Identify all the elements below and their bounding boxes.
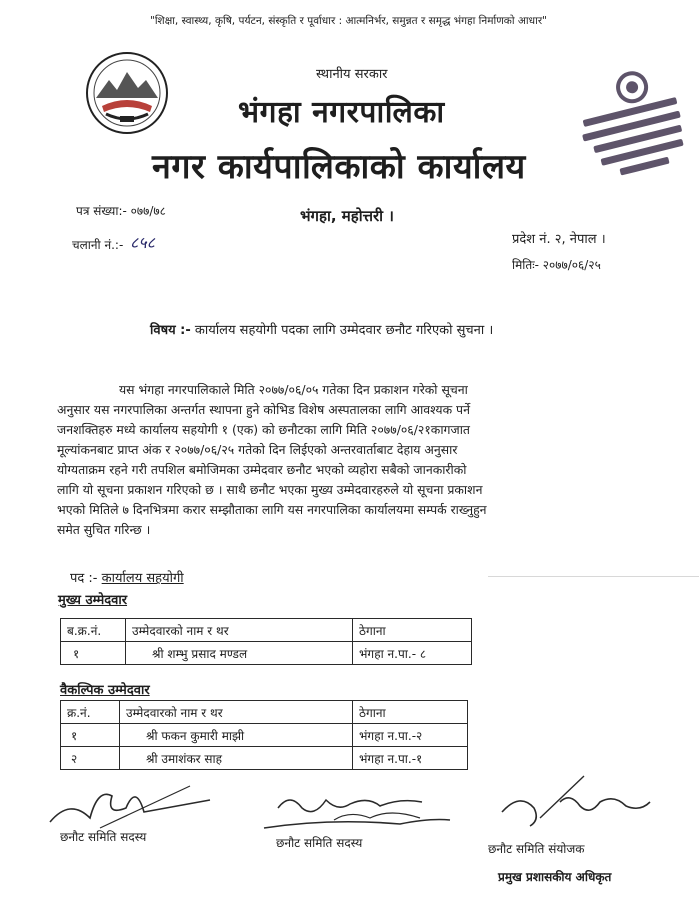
header-cell: ब.क्र.नं. [61, 619, 126, 642]
header-cell: उम्मेदवारको नाम र थर [120, 701, 353, 724]
page-fold-line [488, 576, 699, 577]
local-government-label: स्थानीय सरकार [316, 67, 388, 82]
post-line [70, 568, 184, 586]
header-cell: ठेगाना [353, 619, 472, 642]
subject-text: कार्यालय सहयोगी पदका लागि उम्मेदवार छनौट गरिएको सुचना । [194, 323, 494, 338]
selection-member2-label: छनौट समिति सदस्य [276, 836, 363, 850]
table-header-row [61, 701, 468, 724]
table-cell: श्री शम्भु प्रसाद मण्डल [126, 642, 353, 665]
table-row [61, 724, 468, 747]
notice-body [57, 380, 637, 540]
letter-number: पत्र संख्या:- ०७७/७८ [76, 204, 166, 218]
office-address: भंगहा, महोत्तरी । [300, 207, 394, 225]
body-line: लागि यो सूचना प्रकाशन गरिएको छ । साथै छनौट भएका मुख्य उम्मेदवारहरुले यो सूचना प्रकाशन [57, 482, 483, 497]
signature-coordinator-icon [490, 772, 660, 836]
body-line: योग्यताक्रम रहने गरी तपशिल बमोजिमका उम्मेदवार छनौट भएको व्यहोरा सबैको जानकारीको [57, 462, 467, 477]
nepal-emblem-icon [84, 50, 170, 136]
selection-coordinator-label: छनौट समिति संयोजक [488, 842, 585, 856]
body-line: भएको मितिले ७ दिनभित्रमा करार सम्झौताका लागि यस नगरपालिका कार्यालयमा सम्पर्क राख्नुहुन [57, 502, 487, 517]
main-candidates-heading: मुख्य उम्मेदवार [58, 593, 128, 608]
header-cell: क्र.नं. [61, 701, 120, 724]
main-candidates-table [60, 618, 472, 665]
table-row [61, 747, 468, 770]
header-cell: उम्मेदवारको नाम र थर [126, 619, 353, 642]
motto: "शिक्षा, स्वास्थ्य, कृषि, पर्यटन, संस्कृति र पूर्वाधार : आत्मनिर्भर, समुन्नत र समृद्ध भंगहा निर्माणको आधार" [150, 15, 547, 27]
body-line: जनशक्तिहरु मध्ये कार्यालय सहयोगी १ (एक) को छनौटका लागि मिति २०७७/०६/२१कागजात [57, 422, 470, 437]
date-label: मितिः- २०७७/०६/२५ [512, 258, 601, 272]
table-cell: भंगहा न.पा.-१ [353, 747, 468, 770]
table-cell: श्री फकन कुमारी माझी [120, 724, 353, 747]
province-label: प्रदेश नं. २, नेपाल । [512, 232, 606, 247]
table-cell: १ [61, 642, 126, 665]
dispatch-number-label: चलानी नं.:- [72, 238, 124, 252]
body-line: अनुसार यस नगरपालिका अन्तर्गत स्थापना हुने कोभिड विशेष अस्पतालका लागि आवश्यक पर्ने [57, 402, 470, 417]
table-header-row [61, 619, 472, 642]
subject-line [150, 320, 493, 338]
body-line: मूल्यांकनबाट प्राप्त अंक र २०७७/०६/२५ गतेको दिन लिईएको अन्तरवार्ताबाट देहाय अनुसार [57, 442, 458, 457]
dispatch-number-value: ८५८ [130, 233, 155, 252]
post-label: पद :- [70, 571, 98, 586]
table-cell: भंगहा न.पा.- ८ [353, 642, 472, 665]
body-line: यस भंगहा नगरपालिकाले मिति २०७७/०६/०५ गतेका दिन प्रकाशन गरेको सूचना [119, 382, 468, 397]
municipality-title: भंगहा नगरपालिका [238, 95, 445, 130]
body-line: समेत सुचित गरिन्छ । [57, 522, 151, 537]
signature-member1-icon [40, 778, 220, 834]
office-title: नगर कार्यपालिकाको कार्यालय [152, 147, 526, 187]
chief-admin-officer-stamp: प्रमुख प्रशासकीय अधिकृत [498, 870, 612, 884]
header-cell: ठेगाना [353, 701, 468, 724]
table-row [61, 642, 472, 665]
signature-member2-icon [250, 788, 470, 840]
subject-label: विषय :- [150, 323, 191, 338]
table-cell: १ [61, 724, 120, 747]
alternate-candidates-heading: वैकल्पिक उम्मेदवार [60, 683, 150, 698]
post-value: कार्यालय सहयोगी [101, 571, 184, 586]
office-stamp-icon [580, 66, 688, 190]
table-cell: श्री उमाशंकर साह [120, 747, 353, 770]
alternate-candidates-table [60, 700, 468, 770]
table-cell: २ [61, 747, 120, 770]
selection-member1-label: छनौट समिति सदस्य [60, 830, 147, 844]
table-cell: भंगहा न.पा.-२ [353, 724, 468, 747]
